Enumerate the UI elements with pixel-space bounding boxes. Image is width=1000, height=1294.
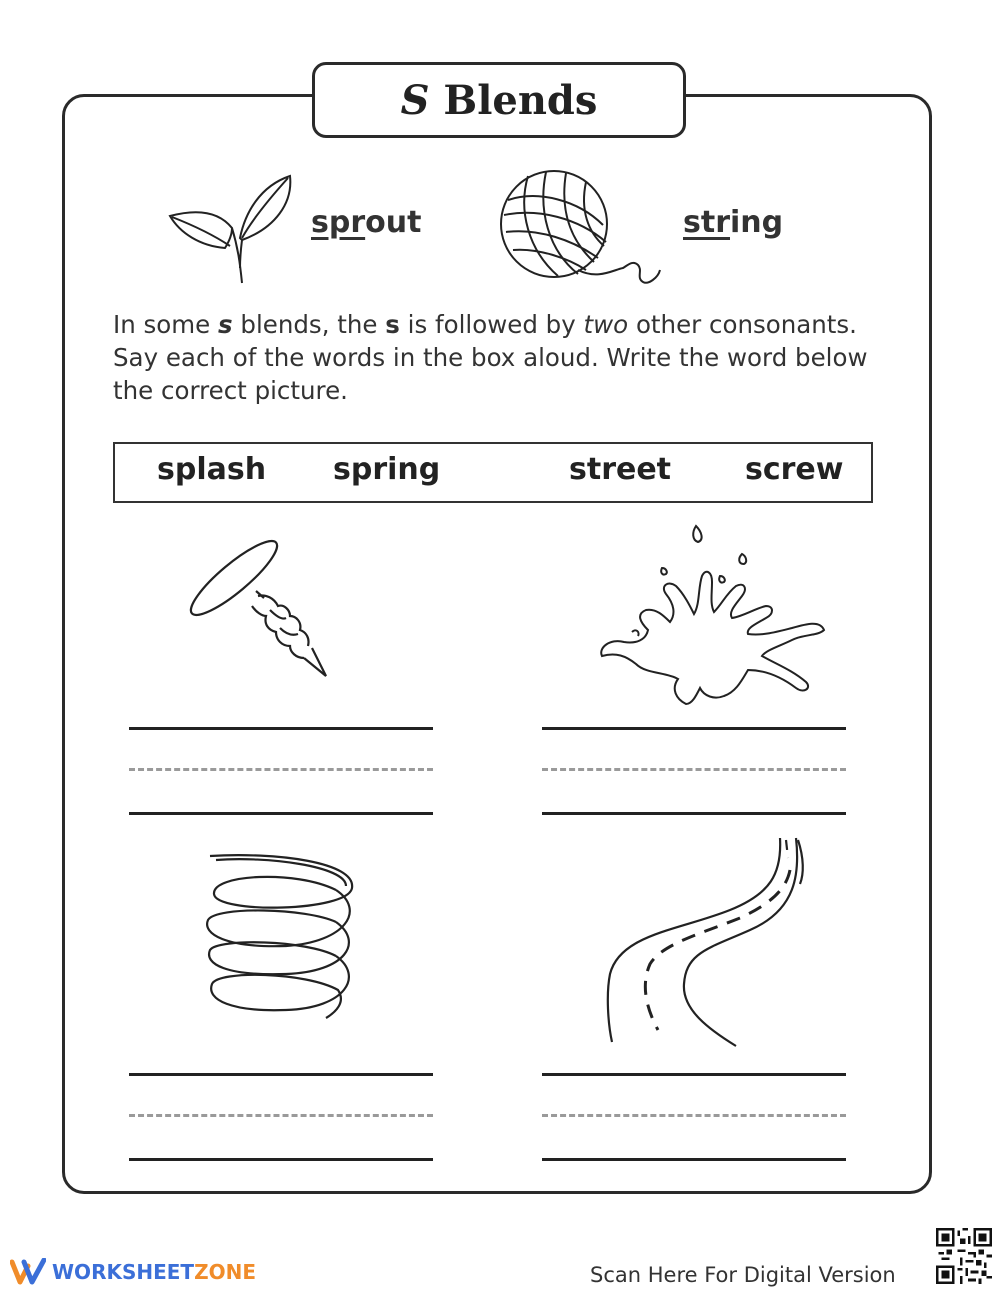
writing-line-bottom[interactable] [129, 1158, 433, 1161]
sprout-icon [160, 168, 300, 286]
writing-line-middle [129, 768, 433, 771]
word-box-item: street [569, 452, 672, 487]
writing-line-middle [129, 1114, 433, 1117]
word-box-item: screw [745, 452, 844, 487]
example-word-sprout: sprout [311, 205, 422, 240]
title-tab [312, 62, 686, 138]
writing-line-bottom[interactable] [129, 812, 433, 815]
scan-text: Scan Here For Digital Version [590, 1263, 896, 1287]
word-box-item: splash [157, 452, 267, 487]
yarn-ball-icon [498, 170, 666, 288]
writing-line-middle [542, 768, 846, 771]
spring-coil-icon [196, 852, 360, 1026]
worksheet-zone-logo[interactable] [10, 1258, 256, 1286]
writing-line-top[interactable] [129, 1073, 433, 1076]
writing-line-top[interactable] [542, 727, 846, 730]
word-box [113, 442, 873, 503]
writing-line-top[interactable] [542, 1073, 846, 1076]
writing-line-bottom[interactable] [542, 812, 846, 815]
word-box-item: spring [333, 452, 441, 487]
page-title: S Blends [400, 76, 598, 124]
writing-line-bottom[interactable] [542, 1158, 846, 1161]
qr-code-icon[interactable] [936, 1228, 992, 1284]
road-icon [600, 834, 808, 1048]
writing-line-middle [542, 1114, 846, 1117]
screw-icon [186, 536, 334, 686]
writing-line-top[interactable] [129, 727, 433, 730]
example-word-string: string [683, 205, 784, 240]
instructions-text: In some s blends, the s is followed by two other consonants. Say each of the words in the box aloud. Write the word below the correct picture. [113, 310, 868, 405]
logo-text: WORKSHEETZONE [52, 1260, 256, 1284]
splash-icon [596, 524, 830, 712]
logo-w-icon [10, 1258, 46, 1286]
